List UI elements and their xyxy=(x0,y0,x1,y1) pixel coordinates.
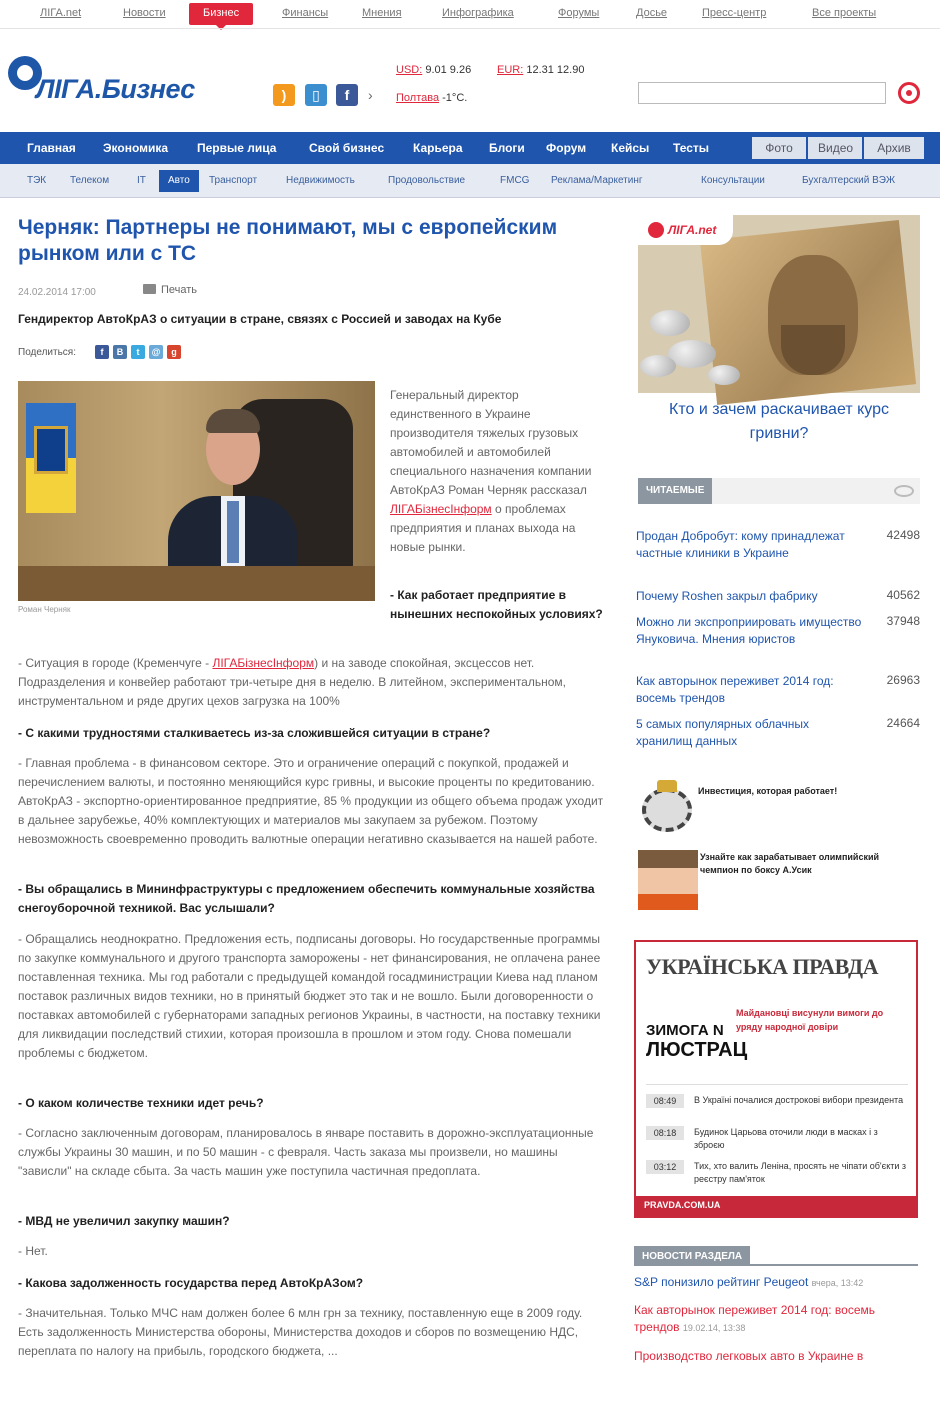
answer-5: - Нет. xyxy=(18,1244,48,1258)
emblem-icon xyxy=(34,426,68,474)
topnav-item-forums[interactable]: Форумы xyxy=(558,7,600,19)
search-icon[interactable] xyxy=(898,82,920,104)
nav-forum[interactable]: Форум xyxy=(546,141,587,155)
article-title: Черняк: Партнеры не понимают, мы с европейским рынком или с ТС xyxy=(18,216,558,265)
topnav-item-liga-net[interactable]: ЛІГА.net xyxy=(40,7,82,19)
main-navigation xyxy=(0,132,940,164)
eur-link[interactable]: EUR: xyxy=(497,64,524,76)
answer-4: - Согласно заключенным договорам, планировалось в январе поставить в дорожно-эксплуатационные службы Украины 30 машин, и по 50 машин - с февраля. Часть заказа мы произвели, но машины "зависли" на складе сбыта. За часть машин уже поступила частичная предоплата. xyxy=(18,1126,594,1178)
share-facebook-icon[interactable]: f xyxy=(95,345,109,359)
question-3: - Вы обращались в Мининфраструктуры с предложением обеспечить коммунальные хозяйства снегоуборочной техникой. Вас услышали? xyxy=(18,882,595,915)
share-mail-icon[interactable]: @ xyxy=(149,345,163,359)
subnav-tek[interactable]: ТЭК xyxy=(27,175,47,186)
promo-banner[interactable]: ЛІГА.net xyxy=(638,215,920,393)
question-1: - Как работает предприятие в нынешних неспокойных условиях? xyxy=(390,588,603,621)
nav-archive[interactable]: Архив xyxy=(864,137,924,159)
nav-first-persons[interactable]: Первые лица xyxy=(197,141,277,155)
divider xyxy=(646,1084,908,1085)
partner-lead-link[interactable]: Майдановці висунули вимоги до уряду народної довіри xyxy=(736,1008,884,1032)
photo-caption: Роман Черняк xyxy=(18,605,71,614)
partner-logo[interactable]: УКРАЇНСЬКА ПРАВДА xyxy=(646,954,879,979)
topnav-item-business[interactable]: Бизнес xyxy=(189,3,253,25)
facebook-icon[interactable]: f xyxy=(336,84,358,106)
popular-item[interactable]: 5 самых популярных облачных хранилищ данных xyxy=(636,717,809,748)
top-navigation xyxy=(0,0,940,28)
section-news-item[interactable]: Как авторынок переживет 2014 год: восемь трендов 19.02.14, 13:38 xyxy=(634,1303,876,1334)
divider xyxy=(0,28,940,29)
ad-image[interactable] xyxy=(638,850,698,910)
subnav-it[interactable]: IT xyxy=(137,175,146,186)
nav-career[interactable]: Карьера xyxy=(413,141,463,155)
subnav-auto[interactable]: Авто xyxy=(159,170,199,192)
share-google-plus-icon[interactable]: g xyxy=(167,345,181,359)
ad-link[interactable]: Узнайте как зарабатывает олимпийский чемпион по боксу А.Усик xyxy=(700,852,880,875)
question-6: - Какова задолженность государства перед АвтоКрАЗом? xyxy=(18,1276,364,1290)
subnav-food[interactable]: Продовольствие xyxy=(388,175,466,186)
usd-link[interactable]: USD: xyxy=(396,64,423,76)
nav-blogs[interactable]: Блоги xyxy=(489,141,525,155)
section-news-item[interactable]: Производство легковых авто в Украине в xyxy=(634,1349,864,1363)
source-link-2[interactable]: ЛІГАБізнесІнформ xyxy=(212,656,315,670)
section-news-item[interactable]: S&P понизило рейтинг Peugeot вчера, 13:42 xyxy=(634,1275,864,1289)
partner-news-image[interactable]: ЗИМОГА N ЛЮСТРАЦ xyxy=(646,1004,734,1076)
answer-2: - Главная проблема - в финансовом секторе. Это и ограничение операций с покупкой, продажей и перечислением валюты, и постоянно меняющийся курс гривны, и высокие проценты по кредитованию. АвтоКрАЗ - экспортно-ориентированное предприятие, 85 % продукции из общего объема продаж уходит в дальнее зарубежье, 40% комплектующих и материалов мы закупаем за рубежом. Поэтому невозможность своевременно проводить валютные операции негативно сказывается на нашей работе. xyxy=(18,756,604,846)
answer-1: - Ситуация в городе (Кременчуге - ЛІГАБізнесІнформ) и на заводе спокойная, эксцессов нет. Подразделения и конвейер работают три-четыре дня в неделю. В литейном, экспериментальном, инструментальном и ряде других цехов загрузка на 100% xyxy=(18,656,566,708)
print-button[interactable]: Печать xyxy=(143,284,197,296)
topnav-item-all-projects[interactable]: Все проекты xyxy=(812,7,877,19)
nav-video[interactable]: Видео xyxy=(808,137,862,159)
crown-icon xyxy=(657,780,677,792)
eur-rate: EUR: 12.31 12.90 xyxy=(497,64,585,76)
site-logo[interactable]: ЛІГА.Бизнес xyxy=(36,74,195,104)
topnav-item-news[interactable]: Новости xyxy=(123,7,166,19)
topnav-item-opinions[interactable]: Мнения xyxy=(362,7,402,19)
article-date: 24.02.2014 17:00 xyxy=(18,287,96,298)
section-news-header xyxy=(634,1246,918,1266)
question-5: - МВД не увеличил закупку машин? xyxy=(18,1214,230,1228)
nav-economy[interactable]: Экономика xyxy=(103,141,169,155)
popular-header xyxy=(638,478,920,504)
ad-link[interactable]: Инвестиция, которая работает! xyxy=(698,786,838,796)
article-intro: Генеральный директор единственного в Украине производителя тяжелых грузовых автомобилей и автомобилей специального назначения компании АвтоКрАЗ Роман Черняк рассказал ЛІГАБізнесІнформ о проблемах предприятия и планах выхода на новые рынки. xyxy=(390,388,592,554)
article-lead: Гендиректор АвтоКрАЗ о ситуации в стране, связях с Россией и заводах на Кубе xyxy=(18,312,502,326)
eye-icon xyxy=(894,485,914,497)
view-count: 24664 xyxy=(886,716,920,730)
nav-tests[interactable]: Тесты xyxy=(673,141,710,155)
popular-item[interactable]: Можно ли экспроприировать имущество Януковича. Мнения юристов xyxy=(636,615,862,646)
nav-photo[interactable]: Фото xyxy=(752,137,806,159)
answer-6: - Значительная. Только МЧС нам должен более 6 млн грн за технику, поставленную еще в 2009 году. Есть задолженность Министерства обороны, Министерства доходов и сборов по возмещению НДС, переплата по налогу на прибыль, городского бюджета, ... xyxy=(18,1306,583,1358)
topnav-item-press-center[interactable]: Пресс-центр xyxy=(702,7,767,19)
section-news-tab[interactable]: НОВОСТИ РАЗДЕЛА xyxy=(634,1246,750,1266)
answer-3: - Обращались неоднократно. Предложения есть, подписаны договоры. Но государственные программы по закупке коммунального и другого транспорта заморожены - нет финансирования, не оплачена ранее поставленная техника. Мы год работали с предыдущей командой госадминистрации Киева над планом поставок различных видов техники, но в принятый бюджет это так и не вошло. Были договоренности о поставках автомобилей с губернаторами западных регионов Украины, в частности, на поставку техники для ликвидации последствий стихии, которая произошла в прошлом и этом году. Снова помешали проблемы с бюджетом. xyxy=(18,932,601,1060)
subnav-real-estate[interactable]: Недвижимость xyxy=(286,175,355,186)
question-4: - О каком количестве техники идет речь? xyxy=(18,1096,264,1110)
subnav-accounting[interactable]: Бухгалтерский ВЭЖ xyxy=(802,175,896,186)
popular-item[interactable]: Почему Roshen закрыл фабрику xyxy=(636,589,818,603)
rss-icon[interactable]: ) xyxy=(273,84,295,106)
city-link[interactable]: Полтава xyxy=(396,92,440,104)
popular-tab[interactable]: ЧИТАЕМЫЕ xyxy=(638,478,712,504)
topnav-item-infographics[interactable]: Инфографика xyxy=(442,7,514,19)
article-photo xyxy=(18,381,375,601)
nav-own-business[interactable]: Свой бизнес xyxy=(309,141,385,155)
view-count: 42498 xyxy=(886,528,920,542)
share-label: Поделиться: xyxy=(18,347,76,358)
sub-navigation xyxy=(0,164,940,198)
nav-cases[interactable]: Кейсы xyxy=(611,141,650,155)
popular-item[interactable]: Как авторынок переживет 2014 год: восемь трендов xyxy=(636,674,834,705)
nav-home[interactable]: Главная xyxy=(27,141,76,155)
view-count: 40562 xyxy=(886,588,920,602)
subnav-consulting[interactable]: Консультации xyxy=(701,175,765,186)
share-twitter-icon[interactable]: t xyxy=(131,345,145,359)
subnav-marketing[interactable]: Реклама/Маркетинг xyxy=(551,175,643,186)
search-input[interactable] xyxy=(638,82,886,104)
liga-logo-icon xyxy=(648,222,664,238)
topnav-item-dossier[interactable]: Досье xyxy=(636,7,668,19)
popular-item[interactable]: Продан Добробут: кому принадлежат частные клиники в Украине xyxy=(636,529,845,560)
promo-caption[interactable]: Кто и зачем раскачивает курс гривни? xyxy=(669,401,889,442)
partner-footer[interactable]: PRAVDA.COM.UA xyxy=(636,1196,916,1216)
share-vk-icon[interactable]: B xyxy=(113,345,127,359)
subnav-fmcg[interactable]: FMCG xyxy=(500,175,530,186)
mobile-icon[interactable]: ▯ xyxy=(305,84,327,106)
source-link[interactable]: ЛІГАБізнесІнформ xyxy=(390,502,492,516)
printer-icon xyxy=(143,284,156,294)
subnav-telecom[interactable]: Телеком xyxy=(70,175,110,186)
subnav-transport[interactable]: Транспорт xyxy=(209,175,258,186)
view-count: 37948 xyxy=(886,614,920,628)
partner-widget: УКРАЇНСЬКА ПРАВДА ЗИМОГА N ЛЮСТРАЦ Майдановці висунули вимоги до уряду народної довіри 08:49 В Україні почалися дострокові вибори президента 08:18 Будинок Царьова оточили люди в масках і з зброєю 03:12 Тих, хто валить Леніна, просять не чіпати об'єкти з реєстру пам'яток PRAVDA.COM.UA xyxy=(634,940,918,1218)
weather: Полтава -1°C. xyxy=(396,92,468,104)
ad-image[interactable] xyxy=(638,780,696,832)
chevron-right-icon[interactable]: › xyxy=(368,87,373,103)
question-2: - С какими трудностями сталкиваетесь из-за сложившейся ситуации в стране? xyxy=(18,726,491,740)
view-count: 26963 xyxy=(886,673,920,687)
usd-rate: USD: 9.01 9.26 xyxy=(396,64,472,76)
topnav-item-finance[interactable]: Финансы xyxy=(282,7,329,19)
